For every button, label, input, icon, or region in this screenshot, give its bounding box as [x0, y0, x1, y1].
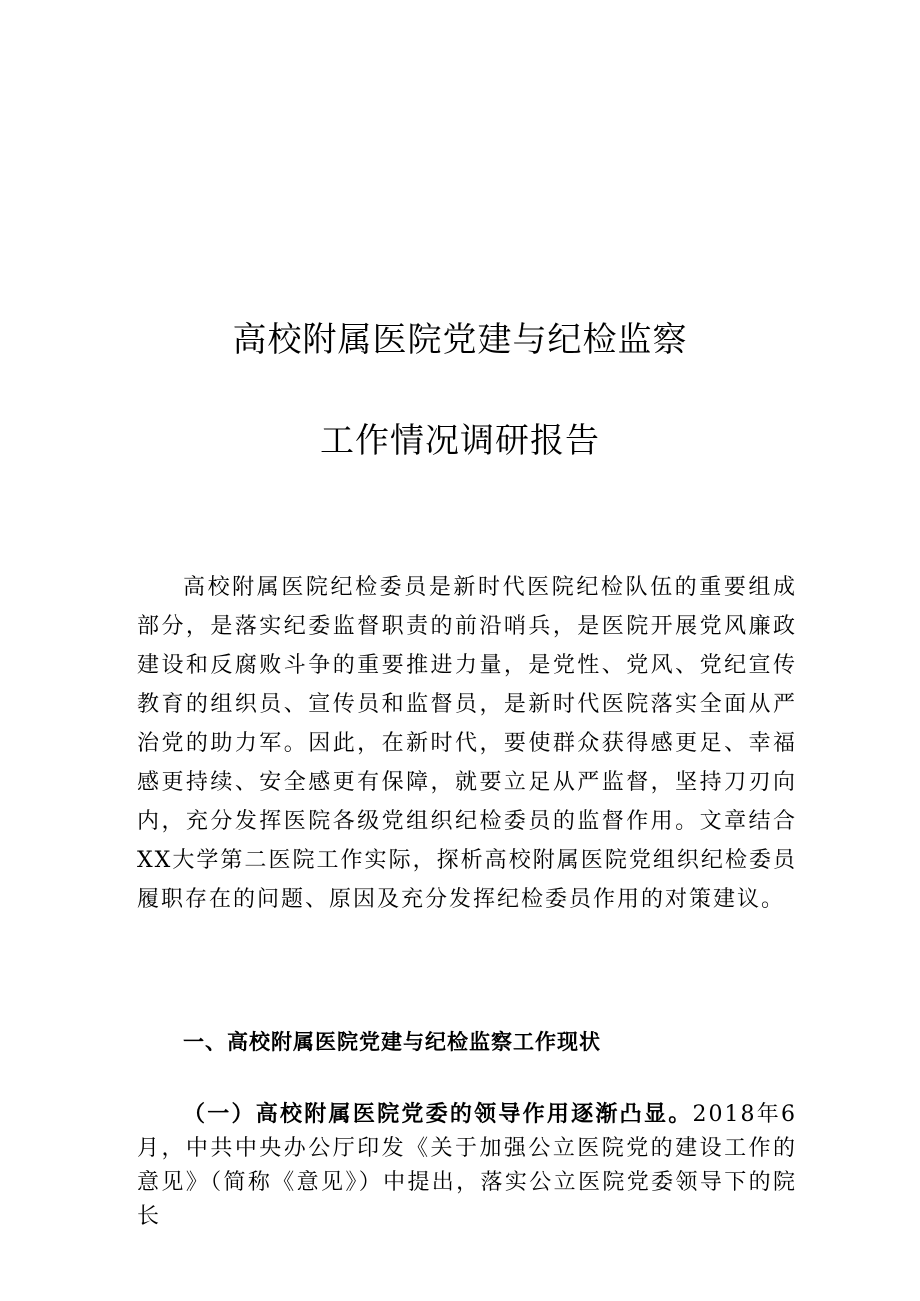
document-title-line-2: 工作情况调研报告: [320, 421, 600, 461]
section-1-heading: 一、高校附属医院党建与纪检监察工作现状: [183, 1030, 601, 1054]
subsection-1-text: 2018年6月，中共中央办公厅印发《关于加强公立医院党的建设工作的意见》（简称《意见》）中提出，落实公立医院党委领导下的院长: [137, 1102, 797, 1229]
document-title-line-1: 高校附属医院党建与纪检监察: [232, 320, 688, 360]
subsection-1-lead: （一）高校附属医院党委的领导作用逐渐凸显。: [183, 1102, 693, 1127]
intro-paragraph: 高校附属医院纪检委员是新时代医院纪检队伍的重要组成部分，是落实纪委监督职责的前沿哨兵，是医院开展党风廉政建设和反腐败斗争的重要推进力量，是党性、党风、党纪宣传教育的组织员、宣传员和监督员，是新时代医院落实全面从严治党的助力军。因此，在新时代，要使群众获得感更足、幸福感更持续、安全感更有保障，就要立足从严监督，坚持刀刃向内，充分发挥医院各级党组织纪检委员的监督作用。文章结合XX大学第二医院工作实际，探析高校附属医院党组织纪检委员履职存在的问题、原因及充分发挥纪检委员作用的对策建议。: [137, 575, 797, 912]
subsection-1-paragraph: [137, 1098, 797, 1234]
